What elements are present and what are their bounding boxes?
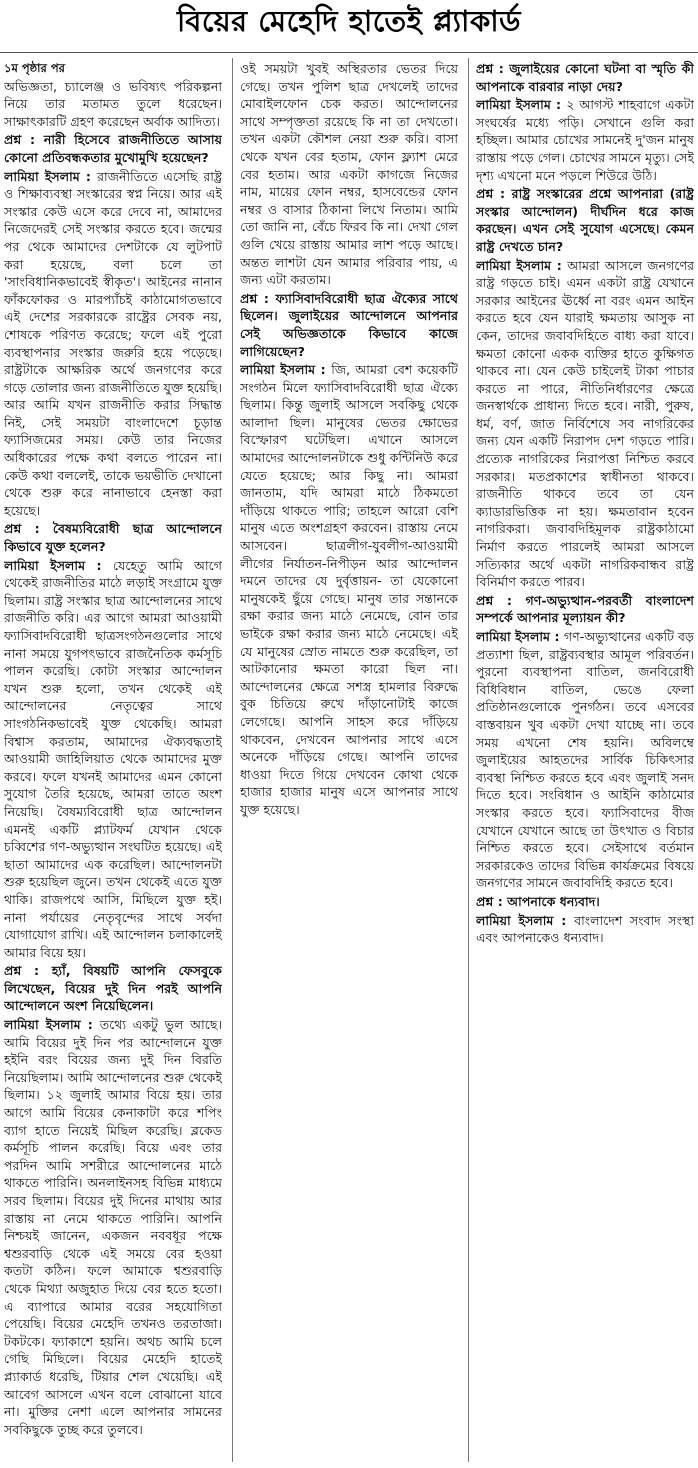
article-column-2 xyxy=(240,60,458,1462)
answer-paragraph xyxy=(476,96,694,184)
speaker-label: লামিয়া ইসলাম : xyxy=(476,912,575,928)
paragraph-text: গণ-অভ্যুত্থানের একটি বড় প্রত্যাশা ছিল, রাষ্ট্রব্যবস্থার আমূল পরিবর্তন। পুরনো ব্যবস্থাপনা বাতিল, জনবিরোধী বিধিবিধান বাতিল, ভেঙে ফেলা প্রতিষ্ঠানগুলোকে পুনর্গঠন। তবে এসবের বাস্তবায়ন খুব একটা দেখা যাচ্ছে না। তবে সময় এখনো শেষ হয়নি। অবিলম্বে জুলাইয়ের আহতদের সার্বিক চিকিৎসার ব্যবস্থা নিশ্চিত করতে হবে এবং জুলাই সনদ দিতে হবে। সংবিধান ও আইনি কাঠামোর সংস্কার করতে হবে। ফ্যাসিবাদের বীজ যেখানে যেখানে আছে তা উৎখাত ও বিচার নিশ্চিত করতে হবে। সেইসাথে বর্তমান সরকারকেও তাদের বিভিন্ন কার্যক্রমের বিষয়ে জনগণের সামনে জবাবদিহি করতে হবে। xyxy=(476,629,694,891)
speaker-label: লামিয়া ইসলাম : xyxy=(476,629,564,644)
answer-paragraph xyxy=(476,257,694,591)
answer-paragraph xyxy=(4,1016,222,1438)
paragraph-text: ওই সময়টা খুবই অস্থিরতার ভেতর দিয়ে গেছে। তখন পুলিশ ছাত্র দেখলেই তাদের মোবাইলফোন চেক করত। আন্দোলনের সাথে সম্পৃক্ততা রয়েছে কি না তা দেখতো। তখন একটা কৌশল নেয়া শুরু করি। বাসা থেকে যখন বের হতাম, ফোন ফ্ল্যাশ মেরে বের হতাম। আর একটা কাগজে নিজের নাম, মায়ের ফোন নম্বর, হাসবেন্ডের ফোন নম্বর ও বাসার ঠিকানা লিখে নিতাম। আমি তো জানি না, বেঁচে ফিরব কি না। দেখা গেল গুলি খেয়ে রাস্তায় আমার লাশ পড়ে আছে। অন্তত লাশটা যেন আমার পরিবার পায়, এ জন্য এটা করতাম। xyxy=(240,61,458,288)
paragraph-text: বাংলাদেশ সংবাদ সংস্থা এবং আপনাকেও ধন্যবাদ। xyxy=(476,912,694,946)
headline-rule xyxy=(0,52,698,53)
question-label: প্রশ্ন : xyxy=(4,963,52,979)
question-label: প্রশ্ন : xyxy=(476,893,508,909)
question-paragraph xyxy=(476,60,694,95)
speaker-label: লামিয়া ইসলাম : xyxy=(240,362,332,378)
speaker-label: লামিয়া ইসলাম : xyxy=(4,168,98,184)
paragraph-text: গণ-অভ্যুত্থান-পরবর্তী বাংলাদেশ সম্পর্কে আপনার মূল্যায়ন কী? xyxy=(476,592,694,626)
question-label: প্রশ্ন : xyxy=(476,61,510,76)
question-label: প্রশ্ন : xyxy=(476,592,526,608)
speaker-label: লামিয়া ইসলাম : xyxy=(476,257,568,273)
answer-paragraph xyxy=(4,557,222,962)
paragraph-text: রাজনীতিতে এসেছি রাষ্ট্র ও শিক্ষাব্যবস্থা সংস্কারের স্বপ্ন নিয়ে। আর এই সংস্কার কেউ এসে করে দেবে না, আমাদের নিজেদেরই সেই সংস্কার করতে হবে। জন্মের পর থেকে আমাদের দেশটাকে যে লুটপাট করা হয়েছে, বলা চলে তা 'সাংবিধানিকভাবেই স্বীকৃত'। আইনের নানান ফাঁকফোকর ও মারপ্যাঁচই কাঠামোগতভাবে এই দেশের সরকারকে রাষ্ট্রের সেবক নয়, শোষকে পরিণত করেছে; ফলে এই পুরো ব্যবস্থাপনার সংস্কার জরুরি হয়ে পড়েছে। রাষ্ট্রটাকে আক্ষরিক অর্থে জনগণের করে গড়ে তোলার জন্য রাজনীতিতে যুক্ত হয়েছি। আর আমি যখন রাজনীতি করার সিদ্ধান্ত নিই, সেই সময়টা বাংলাদেশে চূড়ান্ত ফ্যাসিজমের সময়। কেউ তার নিজের অধিকারের পক্ষে কথা বলতে পারেন না। কেউ কথা বললেই, তাকে ভয়ভীতি দেখানো থেকে শুরু করে নানাভাবে হেনস্তা করা হয়েছে। xyxy=(4,168,222,518)
paragraph-text: বৈষম্যবিরোধী ছাত্র আন্দোলনে কিভাবে যুক্ত হলেন? xyxy=(4,521,222,555)
question-paragraph xyxy=(4,520,222,555)
paragraph-text: হ্যাঁ, বিষয়টি আপনি ফেসবুকে লিখেছেন, বিয়ের দুই দিন পরই আপনি আন্দোলনে অংশ নিয়েছিলেন। xyxy=(4,963,222,1014)
speaker-label: লামিয়া ইসলাম : xyxy=(4,557,114,573)
question-label: প্রশ্ন : xyxy=(4,132,44,148)
question-label: প্রশ্ন : xyxy=(240,290,276,306)
article-column-3 xyxy=(476,60,694,1462)
paragraph-text: জি, আমরা বেশ কয়েকটি সংগঠন মিলে ফ্যাসিবাদবিরোধী ছাত্র ঐক্যে ছিলাম। কিন্তু জুলাই আসলে সবকিছু থেকে আলাদা ছিল। মানুষের ভেতর ক্ষোভের বিস্ফোরণ ঘটেছিল। এখানে আসলে আমাদের আন্দোলনটাকে শুধু কন্টিনিউ করে যেতে হয়েছে; আর কিছু না। আমরা জানতাম, যদি আমরা মাঠে ঠিকমতো দাঁড়িয়ে থাকতে পারি; তাহলে আরো বেশি মানুষ এতে অংশগ্রহণ করবেন। রাস্তায় নেমে আসবেন। ছাত্রলীগ-যুবলীগ-আওয়ামী লীগের নির্যাতন-নিপীড়ন আর আন্দোলন দমনে তাদের যে দুর্বৃত্তায়ন- তা যেকোনো মানুষকেই ছুঁয়ে গেছে। মানুষ তার সন্তানকে রক্ষা করার জন্য মাঠে নেমেছে, বোন তার ভাইকে রক্ষা করার জন্য মাঠে নেমেছে। এই যে মানুষের স্রোত নামতে শুরু করেছিল, তা আটকানোর ক্ষমতা কারো ছিল না। আন্দোলনের ক্ষেত্রে সশস্ত্র হামলার বিরুদ্ধে বুক চিতিয়ে রুখে দাঁড়ানোটাই কাজে লেগেছে। আপনি সাহস করে দাঁড়িয়ে থাকবেন, দেখবেন আপনার সাথে এসে অনেকে দাঁড়িয়ে গেছে। আপনি তাদের ধাওয়া দিতে গিয়ে দেখবেন কোথা থেকে হাজার হাজার মানুষ এসে আপনার সাথে যুক্ত হয়েছে। xyxy=(240,362,458,817)
continued-from-label: ১ম পৃষ্ঠার পর xyxy=(4,61,65,75)
paragraph-text: অভিজ্ঞতা, চ্যালেঞ্জ ও ভবিষ্যৎ পরিকল্পনা নিয়ে তার মতামত তুলে ধরেছেন। সাক্ষাৎকারটি গ্রহণ করেছেন অর্বাক আদিত্য। xyxy=(4,78,222,129)
column-divider xyxy=(468,58,469,1462)
paragraph-text: আপনাকে ধন্যবাদ। xyxy=(507,893,600,909)
answer-paragraph xyxy=(476,912,694,947)
paragraph-text: রাষ্ট্র সংস্কারের প্রশ্নে আপনারা (রাষ্ট্র সংস্কার আন্দোলন) দীর্ঘদিন ধরে কাজ করছেন। এখন সেই সুযোগ এসেছে। কেমন রাষ্ট্র দেখতে চান? xyxy=(476,186,694,254)
question-paragraph xyxy=(476,185,694,255)
question-label: প্রশ্ন : xyxy=(476,186,512,202)
paragraph-text: ফ্যাসিবাদবিরোধী ছাত্র ঐক্যের সাথে ছিলেন। জুলাইয়ের আন্দোলনে আপনার সেই অভিজ্ঞতাকে কিভাবে কাজে লাগিয়েছেন? xyxy=(240,290,458,359)
article-column-1 xyxy=(4,60,222,1462)
question-paragraph xyxy=(476,592,694,627)
article-headline: বিয়ের মেহেদি হাতেই প্ল্যাকার্ড xyxy=(176,3,521,38)
speaker-label: লামিয়া ইসলাম : xyxy=(4,1017,100,1033)
answer-paragraph xyxy=(476,628,694,892)
question-paragraph xyxy=(4,962,222,1015)
paragraph-text: জুলাইয়ের কোনো ঘটনা বা স্মৃতি কী আপনাকে বারবার নাড়া দেয়? xyxy=(476,61,694,94)
paragraph-text: নারী হিসেবে রাজনীতিতে আসায় কোনো প্রতিবন্ধকতার মুখোমুখি হয়েছেন? xyxy=(4,132,222,165)
column-divider xyxy=(232,58,233,1462)
paragraph-text: যেহেতু আমি আগে থেকেই রাজনীতির মাঠে লড়াই সংগ্রামে যুক্ত ছিলাম। রাষ্ট্র সংস্কার ছাত্র আন্দোলনের সাথে রাজনীতি করি। এর আগে আমরা আওয়ামী ফ্যাসিবাদবিরোধী ছাত্রসংগঠনগুলোর সাথে নানা সময়ে যুগপৎভাবে রাজনৈতিক কর্মসূচি পালন করেছি। কোটা সংস্কার আন্দোলন যখন শুরু হলো, তখন থেকেই এই আন্দোলনের নেতৃত্বের সাথে সাংগঠনিকভাবেই যুক্ত থেকেছি। আমরা বিশ্বাস করতাম, আমাদের ঐক্যবদ্ধতাই আওয়ামী জাহিলিয়াত থেকে আমাদের মুক্ত করবে। ফলে যখনই আমাদের এমন কোনো সুযোগ তৈরি হয়েছে, আমরা তাতে অংশ নিয়েছি। বৈষম্যবিরোধী ছাত্র আন্দোলন এমনই একটি প্ল্যাটফর্ম যেখান থেকে চব্বিশের গণ-অভ্যুত্থান সংঘটিত হয়েছে। এই ছাতা আমাদের এক করেছিল। আন্দোলনটা শুরু হয়েছিল জুনে। তখন থেকেই এতে যুক্ত থাকি। রাজপথে আসি, মিছিলে যুক্ত হই। নানা পর্যায়ের নেতৃবৃন্দের সাথে সর্বদা যোগাযোগ রাখি। এই আন্দোলন চলাকালেই আমার বিয়ে হয়। xyxy=(4,557,222,960)
paragraph-text: আমরা আসলে জনগণের রাষ্ট্র গড়তে চাই। এমন একটা রাষ্ট্র যেখানে সরকার আইনের ঊর্ধ্বে না বরং এমন আইন করতে হবে যেন যারাই ক্ষমতায় আসুক না কেন, তাদের জবাবদিহিতে বাধ্য করা যাবে। ক্ষমতা কোনো একক ব্যক্তির হাতে কুক্ষিগত থাকবে না। যেন কেউ চাইলেই টাকা পাচার করতে না পারে, নীতিনির্ধারণের ক্ষেত্রে জনস্বার্থকে প্রাধান্য দিতে হবে। নারী, পুরুষ, ধর্ম, বর্ণ, জাত নির্বিশেষে সব নাগরিকের জন্য যেন একটি নিরাপদ দেশ গড়তে পারি। প্রত্যেক নাগরিকের নিরাপত্তা নিশ্চিত করবে সরকার। মতপ্রকাশের স্বাধীনতা থাকবে। রাজনীতি থাকবে তবে তা যেন ক্যাডারভিত্তিক না হয়। ক্ষমতাবান হবেন নাগরিকরা। জবাবদিহিমূলক রাষ্ট্রকাঠামো নির্মাণ করতে পারলেই আমরা আসলে সত্যিকার অর্থে একটা নাগরিকবান্ধব রাষ্ট্র বিনির্মাণ করতে পারব। xyxy=(476,257,694,590)
answer-paragraph xyxy=(4,168,222,520)
paragraph-text: তথ্যে একটু ভুল আছে। আমি বিয়ের দুই দিন পর আন্দোলনে যুক্ত হইনি বরং বিয়ের জন্য দুই দিন বিরতি নিয়েছিলাম। আমি আন্দোলনের শুরু থেকেই ছিলাম। ১২ জুলাই আমার বিয়ে হয়। তার আগে আমি বিয়ের কেনাকাটা করে শপিং ব্যাগ হাতে নিয়েই মিছিল করেছি। ব্লকেড কর্মসূচি পালন করেছি। বিয়ে এবং তার পরদিন আমি সশরীরে আন্দোলনের মাঠে থাকতে পারিনি। অনলাইনসহ বিভিন্ন মাধ্যমে সরব ছিলাম। বিয়ের দুই দিনের মাথায় আর রাস্তায় না নেমে থাকতে পারিনি। আপনি নিশ্চয়ই জানেন, একজন নববধূর পক্ষে শ্বশুরবাড়ি থেকে এই সময়ে বের হওয়া কতটা কঠিন। ফলে আমাকে শ্বশুরবাড়ি থেকে মিথ্যা অজুহাত দিয়ে বের হতে হতো। এ ব্যাপারে আমার বরের সহযোগিতা পেয়েছি। বিয়ের মেহেদি তখনও তরতাজা। টকটকে। ফ্যাকাশে হয়নি। অথচ আমি চলে গেছি মিছিলে। বিয়ের মেহেদি হাতেই প্ল্যাকার্ড ধরেছি, টিয়ার শেল খেয়েছি। এই আবেগ আসলে এখন বলে বোঝানো যাবে না। মুক্তির নেশা এলে আপনার সামনের সবকিছুকে তুচ্ছ করে তুলবে। xyxy=(4,1017,222,1437)
question-label: প্রশ্ন : xyxy=(4,521,53,537)
question-paragraph xyxy=(240,290,458,360)
speaker-label: লামিয়া ইসলাম : xyxy=(476,97,567,113)
question-paragraph xyxy=(476,893,694,911)
answer-paragraph xyxy=(240,361,458,818)
paragraph-text: ২ আগস্ট শাহবাগে একটা সংঘর্ষের মধ্যে পড়ি। সেখানে গুলি করা হচ্ছিল। আমার চোখের সামনেই দু'জন মানুষ রাস্তায় পড়ে গেল। চোখের সামনে মৃত্যু। সেই দৃশ্য এখনো মনে পড়লে শিউরে উঠি। xyxy=(476,97,694,183)
paragraph-intro xyxy=(4,78,222,131)
question-paragraph xyxy=(4,131,222,166)
plain-paragraph xyxy=(240,60,458,289)
